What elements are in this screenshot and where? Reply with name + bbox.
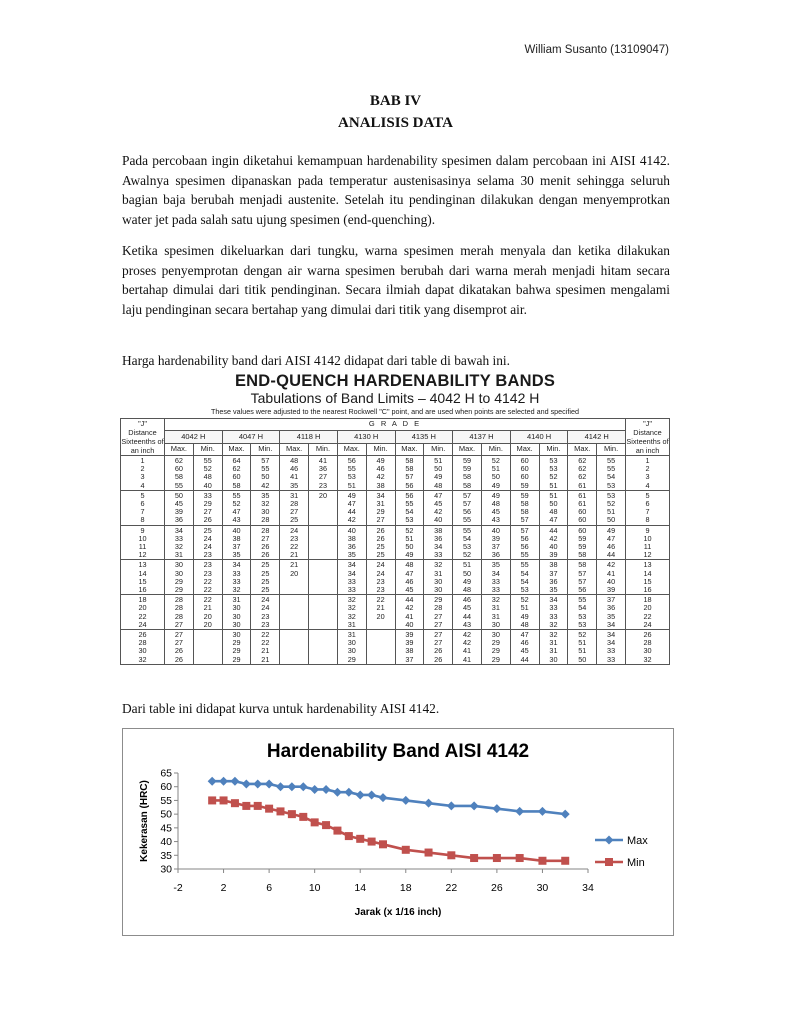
value-cell: 42 41 40 39 — [597, 560, 626, 595]
j-label: "J" — [138, 419, 147, 428]
value-cell: 32 31 31 30 — [539, 630, 568, 665]
distance-label: Distance Sixteenths of an inch — [626, 428, 669, 455]
x-tick-label: -2 — [173, 882, 183, 894]
value-cell: 56 55 54 53 — [395, 490, 424, 525]
paragraph-4: Dari table ini didapat kurva untuk hardenability AISI 4142. — [122, 701, 440, 716]
data-point-min — [516, 854, 524, 862]
paragraph-1: Pada percobaan ingin diketahui kemampuan hardenability spesimen dalam percobaan ini AISI 4142. Awalnya spesimen dipanaskan pada temperatur austenisasinya selama 30 menit sehingga seluruh bagian baja berubah menjadi austenite. Setelah itu pendinginan dilakukan dengan menyemprotkan water jet pada salah satu ujung spesimen (end-quenching). — [122, 153, 670, 227]
value-cell: 34 34 33 33 — [597, 630, 626, 665]
legend-marker-max — [605, 836, 614, 845]
value-cell: 55 54 53 53 — [568, 595, 597, 630]
value-cell: 34 33 33 32 — [222, 560, 251, 595]
value-cell: 53 53 52 51 — [539, 456, 568, 491]
x-tick-label: 10 — [308, 882, 321, 894]
value-cell — [366, 630, 395, 665]
value-cell: 55 55 54 53 — [597, 456, 626, 491]
distance-cell: 18 20 22 24 — [121, 595, 165, 630]
value-cell: 44 42 40 39 — [539, 525, 568, 560]
value-cell — [309, 525, 338, 560]
value-cell: 57 55 50 42 — [251, 456, 280, 491]
data-point-max — [356, 790, 365, 799]
paragraph-3: Harga hardenability band dari AISI 4142 didapat dari table di bawah ini. — [122, 353, 510, 368]
value-cell: 34 31 29 27 — [366, 490, 395, 525]
max-header: Max. — [337, 444, 366, 456]
max-header: Max. — [568, 444, 597, 456]
value-cell: 22 21 20 20 — [193, 595, 222, 630]
y-tick-label: 30 — [160, 863, 172, 876]
value-cell: 58 57 57 56 — [568, 560, 597, 595]
table-row — [121, 630, 670, 665]
value-cell: 46 45 44 43 — [453, 595, 482, 630]
value-cell: 41 36 27 23 — [309, 456, 338, 491]
value-cell: 21 20 — [280, 560, 309, 595]
data-point-max — [561, 810, 570, 819]
data-point-min — [379, 840, 387, 848]
value-cell: 52 51 50 49 — [481, 456, 510, 491]
distance-cell: 13 14 15 16 — [626, 560, 670, 595]
x-tick-label: 6 — [266, 882, 273, 894]
value-cell: 64 62 60 58 — [222, 456, 251, 491]
distance-cell: 5 6 7 8 — [626, 490, 670, 525]
header-author: William Susanto (13109047) — [524, 44, 669, 56]
value-cell: 49 47 46 44 — [597, 525, 626, 560]
data-point-min — [208, 796, 216, 804]
min-header: Min. — [597, 444, 626, 456]
value-cell: 40 39 37 36 — [481, 525, 510, 560]
data-point-max — [447, 801, 456, 810]
grade-name: 4130 H — [337, 430, 395, 443]
value-cell: 22 21 20 — [366, 595, 395, 630]
y-tick-label: 60 — [160, 781, 172, 794]
min-header: Min. — [366, 444, 395, 456]
data-point-min — [538, 857, 546, 865]
value-cell: 62 60 58 55 — [165, 456, 194, 491]
data-point-min — [345, 832, 353, 840]
table-title: END-QUENCH HARDENABILITY BANDS — [234, 372, 556, 390]
data-point-min — [265, 805, 273, 813]
min-header: Min. — [481, 444, 510, 456]
value-cell: 44 42 41 40 — [395, 595, 424, 630]
data-point-min — [277, 807, 285, 815]
value-cell: 47 46 45 44 — [510, 630, 539, 665]
data-point-min — [425, 849, 433, 857]
distance-cell: 18 20 22 24 — [626, 595, 670, 630]
value-cell: 28 27 26 26 — [251, 525, 280, 560]
value-cell: 58 58 57 56 — [395, 456, 424, 491]
value-cell: 30 29 29 29 — [481, 630, 510, 665]
value-cell: 56 55 53 51 — [337, 456, 366, 491]
data-point-max — [219, 777, 228, 786]
value-cell: 31 28 27 25 — [280, 490, 309, 525]
value-cell: 27 27 26 26 — [424, 630, 453, 665]
y-tick-label: 40 — [160, 836, 172, 849]
grade-header: G R A D E — [165, 419, 626, 431]
distance-header-right — [626, 419, 670, 456]
value-cell: 34 33 33 32 — [539, 595, 568, 630]
data-point-max — [401, 796, 410, 805]
data-point-max — [310, 785, 319, 794]
min-header: Min. — [251, 444, 280, 456]
value-cell: 30 29 29 29 — [222, 630, 251, 665]
table-row — [121, 490, 670, 525]
table-subtitle: Tabulations of Band Limits – 4042 H to 4142 H — [250, 390, 540, 406]
hardenability-table-figure — [120, 372, 670, 690]
data-point-min — [311, 818, 319, 826]
min-header: Min. — [193, 444, 222, 456]
x-axis-label: Jarak (x 1/16 inch) — [354, 907, 442, 918]
data-point-min — [288, 810, 296, 818]
data-point-min — [322, 821, 330, 829]
x-tick-label: 22 — [445, 882, 458, 894]
value-cell: 38 36 34 33 — [424, 525, 453, 560]
value-cell: 32 31 30 30 — [424, 560, 453, 595]
legend-label-min: Min — [627, 857, 645, 869]
max-header: Max. — [510, 444, 539, 456]
value-cell: 35 32 30 28 — [251, 490, 280, 525]
value-cell: 25 25 25 25 — [251, 560, 280, 595]
data-point-min — [368, 838, 376, 846]
value-cell: 42 42 41 41 — [453, 630, 482, 665]
max-header: Max. — [395, 444, 424, 456]
value-cell: 39 39 38 37 — [395, 630, 424, 665]
grade-name: 4140 H — [510, 430, 568, 443]
value-cell: 38 37 36 35 — [539, 560, 568, 595]
distance-cell: 1 2 3 4 — [626, 456, 670, 491]
value-cell: 57 56 56 55 — [510, 525, 539, 560]
value-cell: 60 60 60 59 — [510, 456, 539, 491]
value-cell: 31 30 30 30 — [222, 595, 251, 630]
data-point-max — [242, 779, 251, 788]
value-cell: 30 30 29 29 — [165, 560, 194, 595]
value-cell — [193, 630, 222, 665]
value-cell: 49 48 45 43 — [481, 490, 510, 525]
distance-label: Distance Sixteenths of an inch — [121, 428, 164, 455]
value-cell: 47 45 42 40 — [424, 490, 453, 525]
value-cell: 40 38 37 35 — [222, 525, 251, 560]
distance-header-left — [121, 419, 165, 456]
value-cell: 40 38 36 35 — [337, 525, 366, 560]
grade-name: 4135 H — [395, 430, 453, 443]
distance-cell: 13 14 15 16 — [121, 560, 165, 595]
value-cell: 48 47 46 45 — [395, 560, 424, 595]
value-cell — [280, 595, 309, 630]
value-cell — [309, 560, 338, 595]
grade-name: 4118 H — [280, 430, 338, 443]
x-tick-label: 14 — [354, 882, 367, 894]
data-point-max — [470, 801, 479, 810]
data-point-min — [356, 835, 364, 843]
grade-name: 4042 H — [165, 430, 223, 443]
max-header: Max. — [280, 444, 309, 456]
value-cell: 33 29 27 26 — [193, 490, 222, 525]
y-tick-label: 45 — [160, 822, 172, 835]
value-cell: 29 28 27 27 — [424, 595, 453, 630]
max-header: Max. — [165, 444, 194, 456]
value-cell: 24 23 22 21 — [280, 525, 309, 560]
value-cell: 50 45 39 36 — [165, 490, 194, 525]
distance-cell: 26 28 30 32 — [626, 630, 670, 665]
x-tick-label: 2 — [220, 882, 227, 894]
value-cell: 24 24 23 23 — [251, 595, 280, 630]
grade-name: 4142 H — [568, 430, 626, 443]
min-header: Min. — [309, 444, 338, 456]
value-cell: 55 52 48 40 — [193, 456, 222, 491]
grade-name: 4137 H — [453, 430, 511, 443]
data-point-min — [493, 854, 501, 862]
data-point-min — [561, 857, 569, 865]
data-point-min — [220, 796, 228, 804]
data-point-max — [333, 788, 342, 797]
distance-cell: 9 10 11 12 — [626, 525, 670, 560]
value-cell: 55 52 47 43 — [222, 490, 251, 525]
data-point-min — [299, 813, 307, 821]
min-header: Min. — [539, 444, 568, 456]
value-cell: 37 36 35 34 — [597, 595, 626, 630]
distance-cell: 9 10 11 12 — [121, 525, 165, 560]
data-point-max — [322, 785, 331, 794]
value-cell: 26 26 25 25 — [366, 525, 395, 560]
data-point-max — [367, 790, 376, 799]
grade-name: 4047 H — [222, 430, 280, 443]
value-cell: 25 24 24 23 — [193, 525, 222, 560]
x-tick-label: 18 — [399, 882, 412, 894]
value-cell — [309, 595, 338, 630]
value-cell: 52 51 49 48 — [510, 595, 539, 630]
data-point-min — [447, 851, 455, 859]
value-cell: 49 46 42 38 — [366, 456, 395, 491]
legend-label-max: Max — [627, 835, 648, 847]
value-cell: 59 58 58 57 — [510, 490, 539, 525]
max-header: Max. — [453, 444, 482, 456]
y-tick-label: 50 — [160, 808, 172, 821]
paragraph-2: Ketika spesimen dikeluarkan dari tungku, warna spesimen merah menyala dan ketika dilakukan proses penyemprotan dengan air warna spesimen berubah dari warna merah menjadi hitam secara bertahap dimulai dari titik pendinginan. Secara ilmiah dapat dikatakan bahwa spesimen mengalami laju pendinginan secara bertahap yang dimulai dari titik yang disemprot air. — [122, 243, 670, 317]
table-row — [121, 560, 670, 595]
value-cell — [280, 630, 309, 665]
value-cell: 52 51 50 49 — [395, 525, 424, 560]
value-cell: 49 47 44 42 — [337, 490, 366, 525]
value-cell: 52 51 51 50 — [568, 630, 597, 665]
data-point-max — [287, 782, 296, 791]
distance-cell: 5 6 7 8 — [121, 490, 165, 525]
value-cell: 20 — [309, 490, 338, 525]
data-point-min — [242, 802, 250, 810]
data-point-max — [208, 777, 217, 786]
value-cell: 48 46 41 35 — [280, 456, 309, 491]
table-row — [121, 525, 670, 560]
chart-title: Hardenability Band AISI 4142 — [266, 741, 530, 762]
value-cell: 32 31 31 30 — [481, 595, 510, 630]
data-point-max — [492, 804, 501, 813]
hardenability-table — [120, 418, 670, 665]
value-cell: 31 30 30 29 — [337, 630, 366, 665]
value-cell: 55 54 53 52 — [453, 525, 482, 560]
distance-cell: 1 2 3 4 — [121, 456, 165, 491]
min-header: Min. — [424, 444, 453, 456]
chapter-number: BAB IV — [369, 93, 422, 109]
value-cell: 28 28 28 27 — [165, 595, 194, 630]
value-cell: 23 23 22 22 — [193, 560, 222, 595]
value-cell: 53 52 51 50 — [597, 490, 626, 525]
value-cell — [309, 630, 338, 665]
data-point-max — [379, 793, 388, 802]
value-cell: 57 57 56 55 — [453, 490, 482, 525]
data-point-max — [515, 807, 524, 816]
data-point-min — [231, 799, 239, 807]
table-note: These values were adjusted to the nearest Rockwell "C" point, and are used when points are selected and specified — [211, 407, 579, 416]
legend-marker-min — [605, 858, 613, 866]
value-cell: 27 27 26 26 — [165, 630, 194, 665]
data-point-max — [424, 799, 433, 808]
value-cell: 24 24 23 23 — [366, 560, 395, 595]
data-point-min — [333, 827, 341, 835]
data-point-min — [254, 802, 262, 810]
hardenability-chart — [122, 728, 674, 936]
value-cell: 51 50 48 47 — [539, 490, 568, 525]
chapter-title: ANALISIS DATA — [338, 115, 453, 131]
value-cell: 35 34 33 33 — [481, 560, 510, 595]
table-row — [121, 595, 670, 630]
distance-cell: 26 28 30 32 — [121, 630, 165, 665]
data-point-max — [344, 788, 353, 797]
data-point-min — [402, 846, 410, 854]
data-point-max — [538, 807, 547, 816]
chapter-heading — [0, 90, 791, 134]
j-label: "J" — [643, 419, 652, 428]
value-cell: 61 61 60 60 — [568, 490, 597, 525]
y-tick-label: 35 — [160, 849, 172, 862]
x-tick-label: 26 — [491, 882, 503, 894]
data-point-min — [470, 854, 478, 862]
value-cell: 34 34 33 33 — [337, 560, 366, 595]
max-header: Max. — [222, 444, 251, 456]
value-cell: 34 33 32 31 — [165, 525, 194, 560]
data-point-max — [253, 779, 262, 788]
value-cell: 32 32 32 31 — [337, 595, 366, 630]
value-cell: 59 59 58 58 — [453, 456, 482, 491]
value-cell: 60 59 59 58 — [568, 525, 597, 560]
value-cell: 51 50 49 48 — [424, 456, 453, 491]
data-point-max — [276, 782, 285, 791]
value-cell: 55 54 54 53 — [510, 560, 539, 595]
value-cell: 22 22 21 21 — [251, 630, 280, 665]
data-point-max — [299, 782, 308, 791]
y-tick-label: 55 — [160, 794, 172, 807]
x-tick-label: 34 — [582, 882, 594, 894]
y-tick-label: 65 — [160, 767, 172, 780]
x-tick-label: 30 — [536, 882, 549, 894]
value-cell: 51 50 49 48 — [453, 560, 482, 595]
value-cell: 62 62 62 61 — [568, 456, 597, 491]
data-point-max — [265, 779, 274, 788]
y-axis-label: Kekerasan (HRC) — [139, 780, 150, 862]
chart-svg — [123, 729, 673, 935]
data-point-max — [230, 777, 239, 786]
table-row — [121, 456, 670, 491]
